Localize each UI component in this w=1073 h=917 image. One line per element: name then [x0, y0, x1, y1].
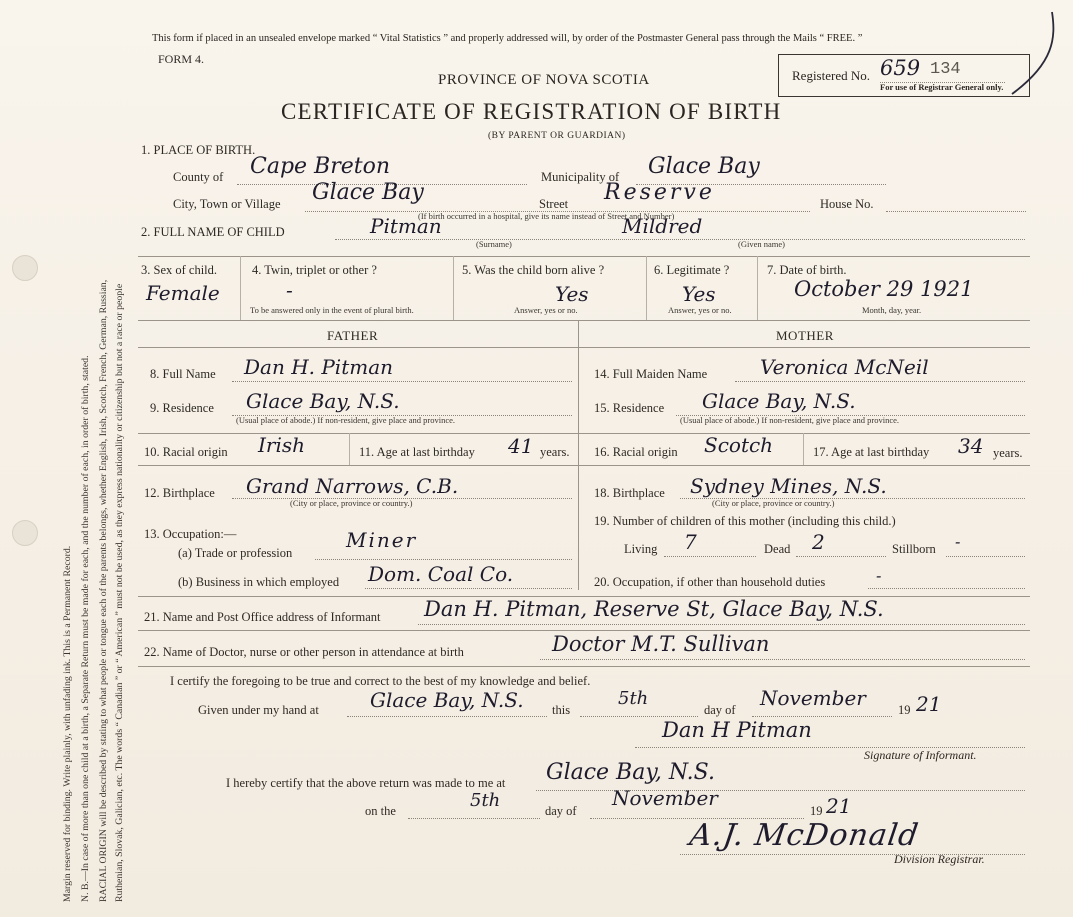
given-name-note: (Given name) [738, 239, 785, 249]
mother-residence-value: Glace Bay, N.S. [702, 389, 856, 413]
row3-divider [453, 256, 454, 320]
given-month-line [752, 716, 892, 717]
mother-residence-note: (Usual place of abode.) If non-resident, give place and province. [680, 415, 900, 425]
father-residence-label: 9. Residence [150, 401, 214, 415]
father-name-value: Dan H. Pitman [244, 355, 394, 379]
given-year-value: 21 [916, 692, 942, 716]
mother-racial-value: Scotch [704, 433, 774, 457]
registrar-year-value: 21 [826, 794, 852, 818]
dead-value: 2 [812, 530, 825, 554]
mother-heading: MOTHER [776, 328, 834, 343]
dead-line [796, 556, 886, 557]
registered-number-handwritten: 659 [880, 56, 921, 80]
mother-residence-label: 15. Residence [594, 401, 665, 415]
father-age-value: 41 [508, 434, 534, 458]
street-label: Street [539, 197, 569, 211]
father-birthplace-value: Grand Narrows, C.B. [246, 474, 459, 498]
given-day-of-label: day of [704, 703, 736, 717]
given-place-value: Glace Bay, N.S. [370, 688, 524, 712]
registrar-day-value: 5th [470, 790, 501, 811]
county-value: Cape Breton [250, 154, 391, 179]
alive-note: Answer, yes or no. [514, 305, 578, 315]
municipality-label: Municipality of [541, 170, 620, 184]
doctor-value: Doctor M.T. Sullivan [552, 632, 770, 656]
father-trade-value: Miner [346, 528, 418, 552]
doctor-label: 22. Name of Doctor, nurse or other person in attendance at birth [144, 645, 464, 659]
father-trade-line [315, 559, 572, 560]
surname-note: (Surname) [476, 239, 512, 249]
date-note: Month, day, year. [862, 305, 922, 315]
row3-top-border [138, 256, 1030, 257]
informant-line [418, 624, 1025, 625]
mother-age-label: 17. Age at last birthday [813, 445, 930, 459]
living-line [664, 556, 756, 557]
living-value: 7 [684, 530, 697, 554]
father-birthplace-note: (City or place, province or country.) [290, 498, 413, 508]
given-day-line [580, 716, 698, 717]
registrar-note: For use of Registrar General only. [880, 82, 1004, 92]
given-day-value: 5th [618, 688, 649, 709]
mother-occupation-value: - [876, 566, 882, 585]
alive-value: Yes [555, 282, 589, 306]
mother-birthplace-label: 18. Birthplace [594, 486, 665, 500]
side-text-3: RACIAL ORIGIN will be described by stating to what people or tongue each of the parents belongs, whether English, Irish, Scotch, French, German, Russian, [98, 279, 109, 902]
date-of-birth-value: October 29 1921 [794, 277, 974, 301]
father-trade-label: (a) Trade or profession [178, 546, 293, 560]
child-surname-value: Pitman [370, 214, 442, 238]
date-of-birth-label: 7. Date of birth. [767, 263, 847, 277]
side-text-2: N. B.—In case of more than one child at a birth, a Separate Return must be made for each, and the number of each, in order of birth, stated. [80, 355, 91, 902]
city-value: Glace Bay [312, 180, 424, 205]
registered-label: Registered No. [792, 68, 870, 83]
father-racial-bottom [138, 465, 578, 466]
doctor-bottom-border [138, 666, 1030, 667]
twin-label: 4. Twin, triplet or other ? [252, 263, 377, 277]
registrar-signature-label: Division Registrar. [894, 852, 985, 866]
mother-occupation-line [868, 588, 1025, 589]
mother-children-label: 19. Number of children of this mother (including this child.) [594, 514, 896, 528]
place-of-birth-heading: 1. PLACE OF BIRTH. [141, 143, 256, 157]
father-age-label: 11. Age at last birthday [359, 445, 475, 459]
this-label: this [552, 703, 571, 717]
father-racial-label: 10. Racial origin [144, 445, 228, 459]
mail-notice: This form if placed in an unsealed envelope marked “ Vital Statistics ” and properly addressed will, by order of the Postmaster General pass through the Mails “ FREE. ” [152, 33, 863, 44]
stillborn-line [946, 556, 1025, 557]
father-occupation-label: 13. Occupation:— [144, 527, 237, 541]
legitimate-note: Answer, yes or no. [668, 305, 732, 315]
child-name-label: 2. FULL NAME OF CHILD [141, 225, 285, 239]
given-year-printed: 19 [898, 703, 911, 717]
legitimate-label: 6. Legitimate ? [654, 263, 730, 277]
registered-number-stamp: 134 [930, 60, 961, 79]
row3-divider [646, 256, 647, 320]
county-label: County of [173, 170, 224, 184]
sex-label: 3. Sex of child. [141, 263, 218, 277]
mother-name-line [735, 381, 1025, 382]
father-business-line [365, 588, 572, 589]
side-text-1: Margin reserved for binding. Write plainly, with unfading ink. This is a Permanent Record. [62, 545, 73, 902]
informant-signature-label: Signature of Informant. [864, 748, 977, 762]
given-month-value: November [760, 686, 866, 710]
punch-hole [12, 255, 38, 281]
doctor-line [540, 659, 1025, 660]
registrar-day-line [408, 818, 540, 819]
house-line [886, 211, 1026, 212]
living-label: Living [624, 542, 658, 556]
street-value: Reserve [604, 180, 715, 205]
form-number: FORM 4. [158, 52, 205, 66]
father-racial-divider [349, 433, 350, 465]
father-birthplace-label: 12. Birthplace [144, 486, 215, 500]
legitimate-value: Yes [682, 282, 716, 306]
punch-hole [12, 520, 38, 546]
informant-signature: Dan H Pitman [662, 718, 812, 742]
father-residence-note: (Usual place of abode.) If non-resident, give place and province. [236, 415, 456, 425]
city-label: City, Town or Village [173, 197, 281, 211]
sex-value: Female [146, 281, 220, 305]
parents-column-divider [578, 320, 579, 590]
twin-value: - [286, 278, 293, 302]
certify-statement: I certify the foregoing to be true and correct to the best of my knowledge and belief. [170, 674, 591, 688]
informant-value: Dan H. Pitman, Reserve St, Glace Bay, N.S. [424, 597, 884, 621]
row3-divider [240, 256, 241, 320]
registrar-place-value: Glace Bay, N.S. [546, 760, 715, 785]
row3-bottom-border [138, 320, 1030, 321]
mother-racial-label: 16. Racial origin [594, 445, 678, 459]
doctor-top-border [138, 630, 1030, 631]
father-racial-value: Irish [258, 433, 306, 457]
father-years-label: years. [540, 445, 570, 459]
given-place-line [347, 716, 547, 717]
given-under-label: Given under my hand at [198, 703, 319, 717]
row3-divider [757, 256, 758, 320]
house-no-label: House No. [820, 197, 874, 211]
mother-name-label: 14. Full Maiden Name [594, 367, 708, 381]
mother-occupation-label: 20. Occupation, if other than household duties [594, 575, 826, 589]
registrar-year-printed: 19 [810, 804, 823, 818]
child-given-value: Mildred [622, 214, 703, 238]
father-name-label: 8. Full Name [150, 367, 216, 381]
father-residence-value: Glace Bay, N.S. [246, 389, 400, 413]
father-name-line [232, 381, 572, 382]
mother-racial-bottom [578, 465, 1030, 466]
province-heading: PROVINCE OF NOVA SCOTIA [438, 72, 650, 88]
registrar-day-of-label: day of [545, 804, 577, 818]
mother-name-value: Veronica McNeil [760, 355, 929, 379]
mother-racial-divider [803, 433, 804, 465]
stillborn-label: Stillborn [892, 542, 936, 556]
father-business-label: (b) Business in which employed [178, 575, 340, 589]
hospital-note: (If birth occurred in a hospital, give its name instead of Street and Number) [418, 211, 675, 221]
child-name-line [335, 239, 1025, 240]
pen-stroke-mark [1004, 8, 1064, 100]
alive-label: 5. Was the child born alive ? [462, 263, 605, 277]
mother-age-value: 34 [958, 434, 984, 458]
mother-birthplace-value: Sydney Mines, N.S. [690, 474, 887, 498]
mother-years-label: years. [993, 446, 1023, 460]
stillborn-value: - [955, 532, 961, 551]
registrar-on-label: on the [365, 804, 396, 818]
certificate-subtitle: (BY PARENT OR GUARDIAN) [488, 131, 626, 141]
mother-birthplace-note: (City or place, province or country.) [712, 498, 835, 508]
certificate-title: CERTIFICATE OF REGISTRATION OF BIRTH [281, 99, 782, 124]
registrar-statement: I hereby certify that the above return was made to me at [226, 776, 506, 790]
twin-note: To be answered only in the event of plural birth. [250, 305, 414, 315]
headings-underline [138, 347, 1030, 348]
father-heading: FATHER [327, 328, 379, 343]
registrar-month-value: November [612, 786, 718, 810]
side-text-4: Ruthenian, Slovak, Galician, etc. The words “ Canadian ” or “ American ” must not be used, as they express nationality or citizenship but not a race or people [114, 283, 125, 902]
dead-label: Dead [764, 542, 791, 556]
informant-label: 21. Name and Post Office address of Informant [144, 610, 381, 624]
municipality-value: Glace Bay [648, 154, 760, 179]
registrar-place-line [536, 790, 1025, 791]
registrar-signature: A.J. McDonald [687, 818, 922, 853]
father-business-value: Dom. Coal Co. [368, 562, 514, 586]
